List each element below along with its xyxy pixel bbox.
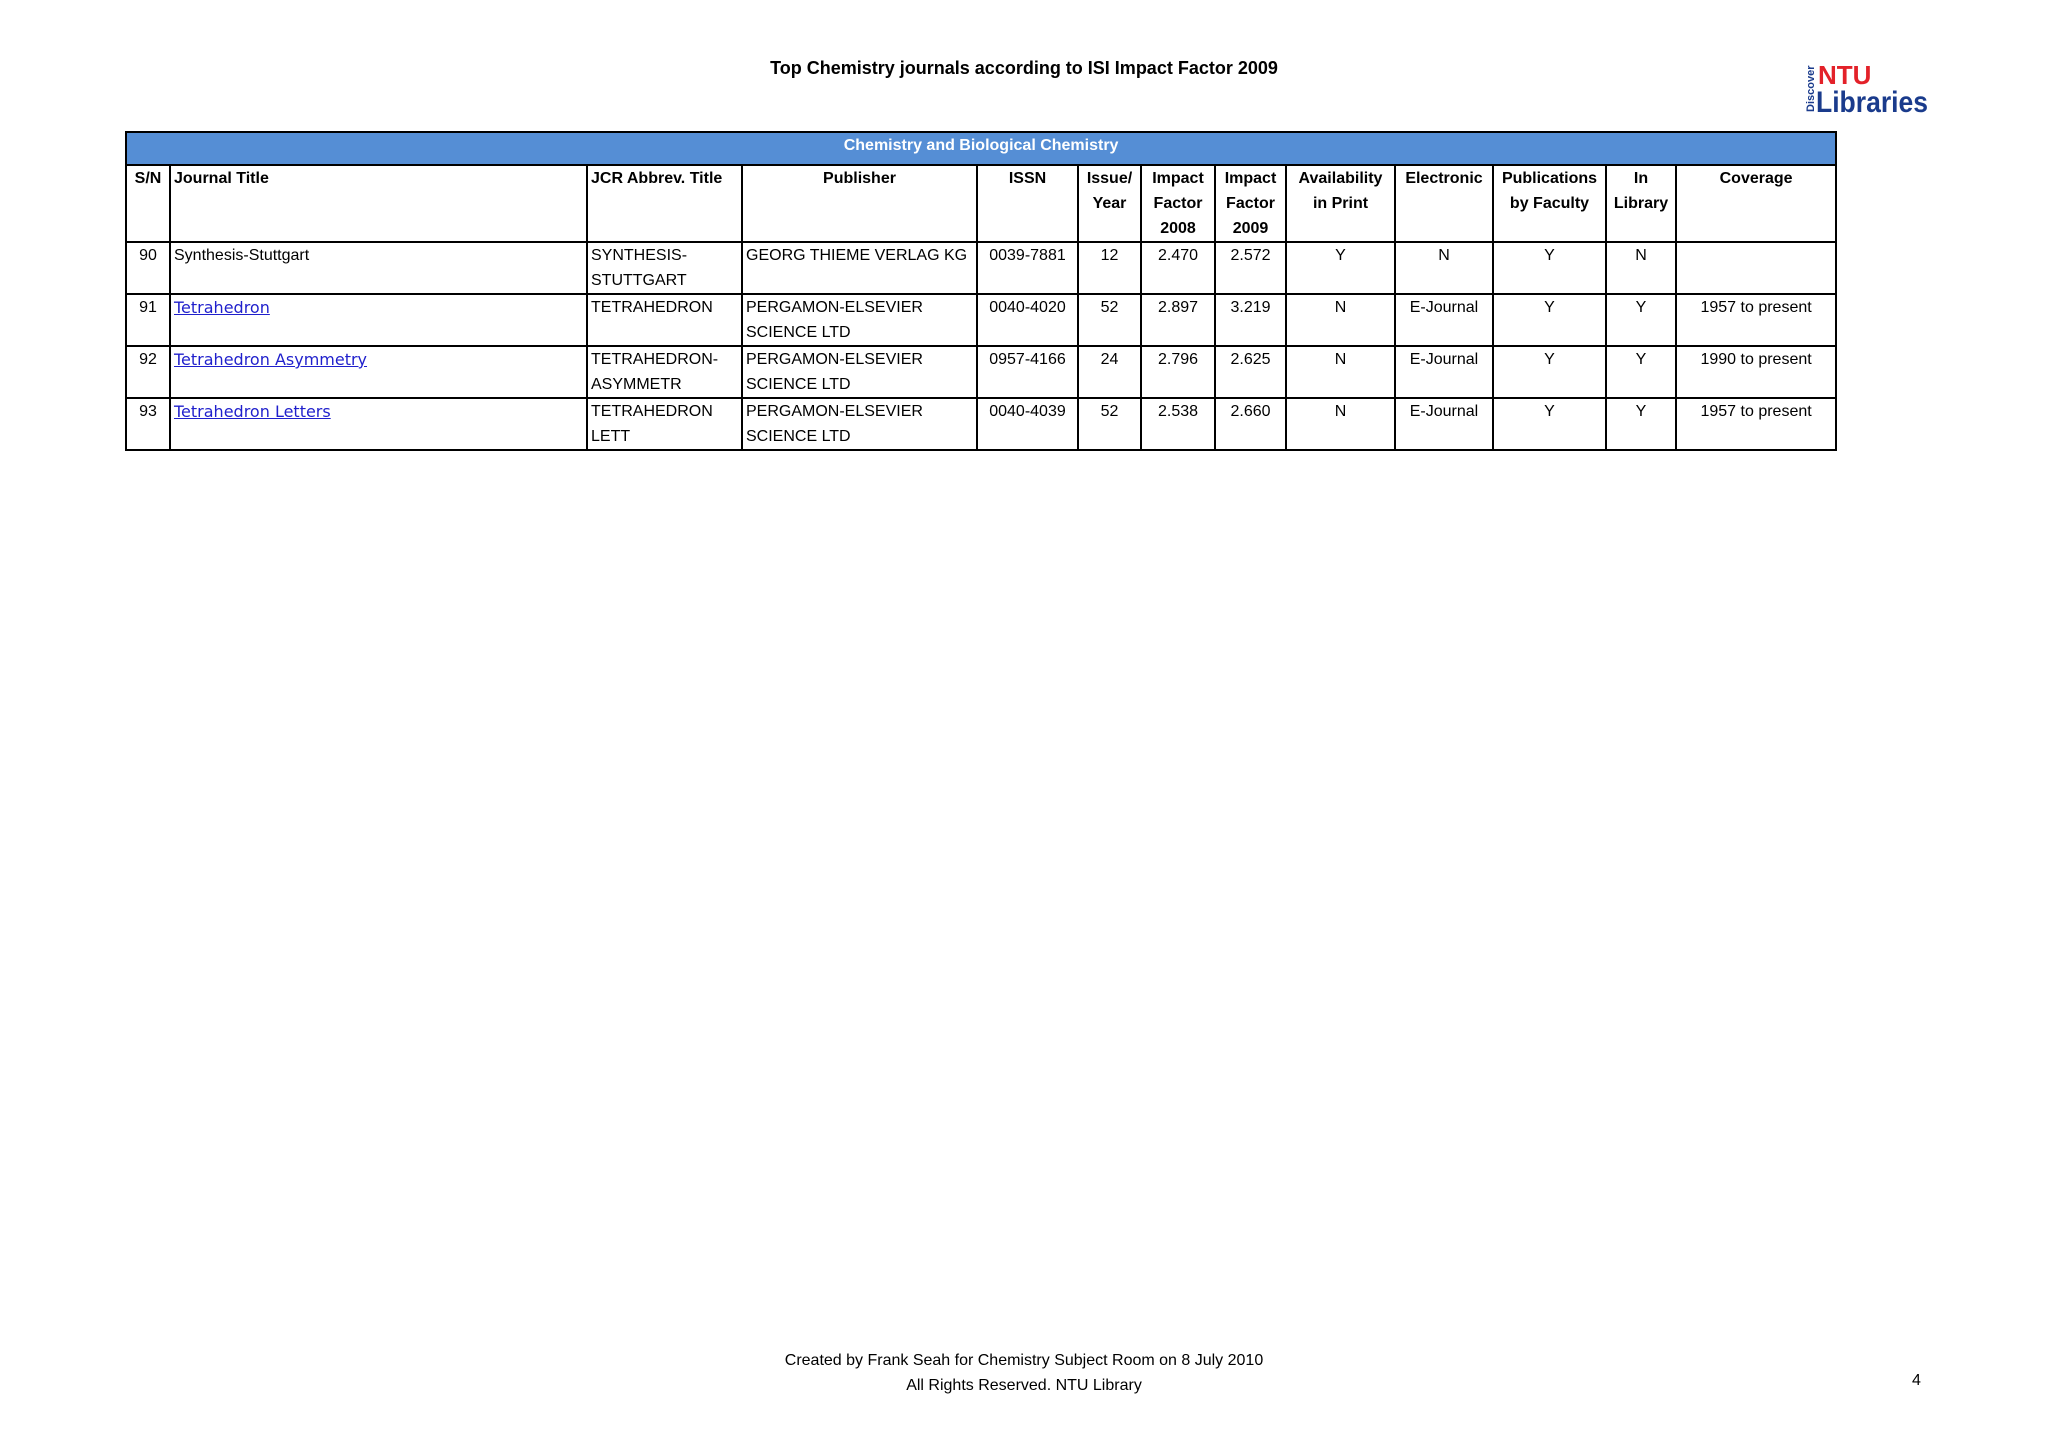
table-row [126,242,1836,294]
cell-sn: 92 [126,346,170,398]
cell-issn: 0957-4166 [977,346,1078,398]
svg-text:Discover: Discover [1805,65,1817,112]
svg-text:NTU: NTU [1818,60,1872,90]
page-title: Top Chemistry journals according to ISI Impact Factor 2009 [770,58,1278,78]
cell-publisher: GEORG THIEME VERLAG KG [742,242,977,294]
cell-journal-title [170,398,587,450]
table-row [126,398,1836,450]
header-issue-year: Issue/ Year [1078,165,1141,242]
cell-electronic: E-Journal [1395,398,1493,450]
cell-library: Y [1606,398,1676,450]
journal-link-tetrahedron-asymmetry[interactable]: Tetrahedron Asymmetry [174,350,368,369]
cell-sn: 90 [126,242,170,294]
cell-library: N [1606,242,1676,294]
cell-print: N [1286,294,1395,346]
header-coverage: Coverage [1676,165,1836,242]
cell-abbrev: TETRAHEDRON LETT [587,398,742,450]
cell-sn: 91 [126,294,170,346]
header-in-library: In Library [1606,165,1676,242]
cell-library: Y [1606,346,1676,398]
cell-publisher: PERGAMON-ELSEVIER SCIENCE LTD [742,398,977,450]
cell-issn: 0039-7881 [977,242,1078,294]
cell-if-2008: 2.538 [1141,398,1215,450]
cell-abbrev: TETRAHEDRON [587,294,742,346]
cell-issn: 0040-4039 [977,398,1078,450]
header-journal-title: Journal Title [170,165,587,242]
cell-print: Y [1286,242,1395,294]
cell-print: N [1286,398,1395,450]
cell-if-2008: 2.470 [1141,242,1215,294]
journal-link-tetrahedron[interactable]: Tetrahedron [174,298,270,317]
header-issn: ISSN [977,165,1078,242]
header-availability-print: Availability in Print [1286,165,1395,242]
cell-issues: 52 [1078,398,1141,450]
cell-if-2009: 2.660 [1215,398,1286,450]
journal-link-tetrahedron-letters[interactable]: Tetrahedron Letters [174,402,331,421]
footer-rights: All Rights Reserved. NTU Library [906,1377,1142,1394]
cell-if-2008: 2.897 [1141,294,1215,346]
cell-journal-title [170,346,587,398]
header-publications-faculty: Publications by Faculty [1493,165,1606,242]
cell-library: Y [1606,294,1676,346]
cell-print: N [1286,346,1395,398]
cell-abbrev: TETRAHEDRON- ASYMMETR [587,346,742,398]
cell-coverage [1676,242,1836,294]
cell-issn: 0040-4020 [977,294,1078,346]
page-number: 4 [1912,1372,1921,1389]
cell-journal-title: Synthesis-Stuttgart [170,242,587,294]
cell-if-2009: 2.572 [1215,242,1286,294]
cell-electronic: N [1395,242,1493,294]
header-row [126,165,1836,242]
cell-issues: 12 [1078,242,1141,294]
header-sn: S/N [126,165,170,242]
cell-if-2009: 2.625 [1215,346,1286,398]
cell-publisher: PERGAMON-ELSEVIER SCIENCE LTD [742,346,977,398]
header-if-2008: Impact Factor 2008 [1141,165,1215,242]
ntu-libraries-logo [1804,60,1929,119]
cell-abbrev: SYNTHESIS- STUTTGART [587,242,742,294]
cell-sn: 93 [126,398,170,450]
cell-coverage: 1957 to present [1676,294,1836,346]
table-row [126,346,1836,398]
cell-if-2008: 2.796 [1141,346,1215,398]
header-electronic: Electronic [1395,165,1493,242]
cell-faculty: Y [1493,294,1606,346]
cell-faculty: Y [1493,242,1606,294]
cell-issues: 24 [1078,346,1141,398]
cell-coverage: 1957 to present [1676,398,1836,450]
cell-journal-title [170,294,587,346]
cell-faculty: Y [1493,398,1606,450]
cell-electronic: E-Journal [1395,294,1493,346]
cell-issues: 52 [1078,294,1141,346]
cell-faculty: Y [1493,346,1606,398]
header-if-2009: Impact Factor 2009 [1215,165,1286,242]
section-band: Chemistry and Biological Chemistry [126,132,1836,165]
table-row [126,294,1836,346]
header-publisher: Publisher [742,165,977,242]
svg-text:Libraries: Libraries [1816,86,1928,119]
cell-publisher: PERGAMON-ELSEVIER SCIENCE LTD [742,294,977,346]
cell-coverage: 1990 to present [1676,346,1836,398]
footer [0,1348,2048,1398]
cell-if-2009: 3.219 [1215,294,1286,346]
footer-credit: Created by Frank Seah for Chemistry Subject Room on 8 July 2010 [784,1352,1264,1369]
cell-electronic: E-Journal [1395,346,1493,398]
journals-table [125,131,1837,451]
header-jcr-abbrev: JCR Abbrev. Title [587,165,742,242]
